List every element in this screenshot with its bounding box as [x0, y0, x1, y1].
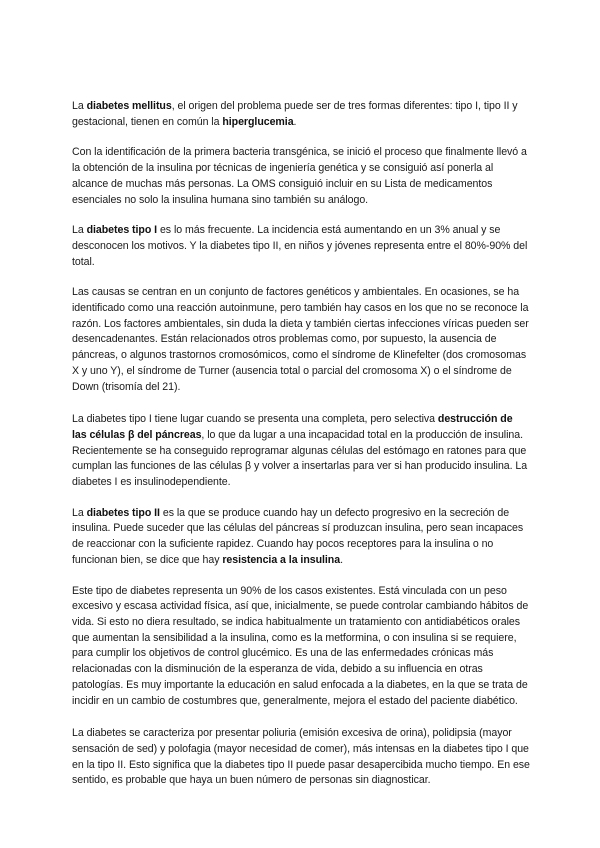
text-segment: La — [72, 100, 87, 112]
bold-term: hiperglucemia — [222, 115, 294, 128]
paragraph-1 — [72, 99, 530, 130]
text-segment: , lo que da lugar a una incapacidad total en la producción de insulina. Recientemente se ha conseguido reprogramar algunas células del estómago en ratones para que cumplan las funciones de las células β y volver a insertarlas para ver si han producido insulina. La diabetes I es insulinodependiente. — [72, 428, 528, 489]
bold-term: destrucción de las células β del páncreas — [72, 413, 513, 441]
text-segment: La diabetes se caracteriza por presentar poliuria (emisión excesiva de orina), polidipsia (mayor sensación de sed) y polofagia (mayor necesidad de comer), más intensas en la diabetes tipo I que en la tipo II. Esto significa que la diabetes tipo II puede pasar desapercibida mucho tiempo. En ese sentido, es probable que haya un buen número de personas sin diagnosticar. — [72, 727, 530, 787]
text-segment: . — [340, 553, 343, 566]
paragraph-4 — [72, 285, 530, 395]
text-segment: Las causas se centran en un conjunto de factores genéticos y ambientales. En ocasiones, se ha identificado como una reacción autoinmune, pero también hay casos en los que no se reconoce la razón. Los factores ambientales, sin duda la dieta y también ciertas infecciones víricas pueden ser desencadenantes. Están relacionados otros problemas como, por supuesto, la ausencia de páncreas, o algunos trastornos cromosómicos, como el síndrome de Klinefelter (dos cromosomas X y uno Y), el síndrome de Turner (ausencia total o parcial del cromosoma X) o el síndrome de Down (trisomía del 21). — [72, 286, 529, 393]
text-segment: Con la identificación de la primera bacteria transgénica, se inició el proceso que finalmente llevó a la obtención de la insulina por técnicas de ingeniería genética y se consiguió así ponerla al alcance de muchas más personas. La OMS consiguió incluir en su Lista de medicamentos esenciales no solo la insulina humana sino también su análogo. — [72, 146, 527, 206]
paragraph-3 — [72, 223, 530, 270]
text-segment: , el origen del problema puede ser de tres formas diferentes: tipo I, tipo II y gestacional, tienen en común la — [72, 100, 518, 128]
text-segment: es lo más frecuente. La incidencia está aumentando en un 3% anual y se desconocen los motivos. Y la diabetes tipo II, en niños y jóvenes representa entre el 80%-90% del total. — [72, 224, 528, 268]
bold-term: diabetes tipo II — [86, 506, 160, 519]
paragraph-7 — [72, 584, 530, 710]
text-segment: La — [72, 224, 87, 237]
text-segment: es la que se produce cuando hay un defecto progresivo en la secreción de insulina. Puede suceder que las células del páncreas sí produzcan insulina, pero sean incapaces de reaccionar con la suficiente rapidez. Cuando hay pocos receptores para la insulina o no funcionan bien, se dice que hay — [72, 506, 524, 566]
paragraph-6 — [72, 506, 530, 569]
text-segment: . — [293, 115, 297, 128]
paragraph-2 — [72, 145, 530, 208]
text-segment: Este tipo de diabetes representa un 90% de los casos existentes. Está vinculada con un peso excesivo y escasa actividad física, así que, inicialmente, se puede controlar cambiando hábitos de vida. Si esto no diera resultado, se indica habitualmente un tratamiento con antidiabéticos orales que aumentan la sensibilidad a la insulina, como es la metformina, o con insulina si se requiere, para cumplir los objetivos de control glucémico. Es una de las enfermedades crónicas más relacionadas con la disminución de la esperanza de vida, debido a su influencia en otras patologías. Es muy importante la educación en salud enfocada a la diabetes, en la que se trata de incidir en un cambio de costumbres que, generalmente, mejora el estado del paciente diabético. — [72, 584, 529, 707]
bold-term: diabetes tipo I — [86, 224, 158, 237]
paragraph-8 — [72, 726, 530, 789]
bold-term: diabetes mellitus — [86, 100, 172, 112]
text-segment: La — [72, 506, 87, 519]
paragraph-5 — [72, 412, 530, 491]
text-segment: La diabetes tipo I tiene lugar cuando se presenta una completa, pero selectiva — [72, 413, 438, 426]
bold-term: resistencia a la insulina — [222, 553, 341, 566]
